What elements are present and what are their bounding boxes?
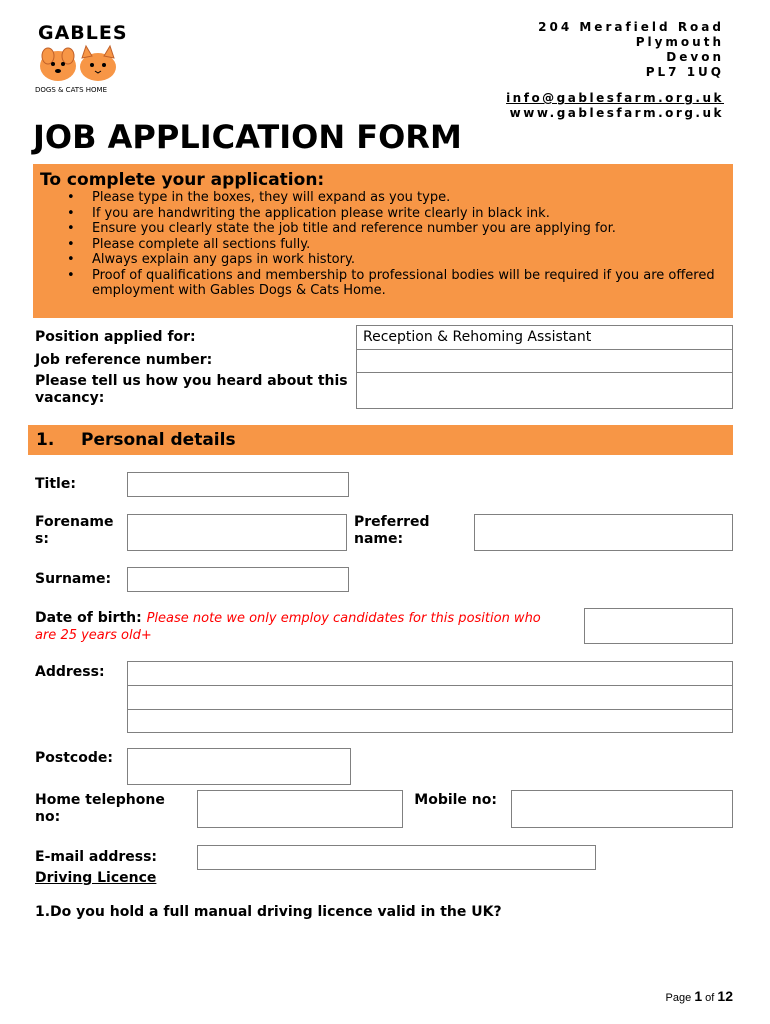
- website-link[interactable]: www.gablesfarm.org.uk: [509, 106, 724, 120]
- address-line-2-input[interactable]: [127, 685, 733, 710]
- surname-label: Surname:: [35, 571, 112, 587]
- dob-label-block: [35, 610, 565, 644]
- driving-licence-question: 1.Do you hold a full manual driving licence valid in the UK?: [35, 904, 502, 920]
- forenames-input[interactable]: [127, 514, 347, 551]
- instruction-item: • Please type in the boxes, they will expand as you type.: [65, 190, 725, 206]
- organization-address: [538, 20, 724, 80]
- instructions-list: [65, 190, 725, 299]
- driving-licence-heading: Driving Licence: [35, 870, 157, 886]
- page-word: Page: [665, 992, 692, 1004]
- form-title: JOB APPLICATION FORM: [33, 118, 462, 156]
- section-header-personal-details: [28, 425, 733, 455]
- instruction-item: • If you are handwriting the application please write clearly in black ink.: [65, 206, 725, 222]
- instruction-item: • Always explain any gaps in work history.: [65, 252, 725, 268]
- instruction-item: • Ensure you clearly state the job title and reference number you are applying for.: [65, 221, 725, 237]
- page-total: 12: [717, 988, 733, 1004]
- title-label: Title:: [35, 476, 76, 492]
- postcode-label: Postcode:: [35, 750, 113, 766]
- vacancy-source-input[interactable]: [356, 372, 733, 409]
- mobile-label: Mobile no:: [414, 792, 497, 808]
- postcode-input[interactable]: [127, 748, 351, 785]
- dob-input[interactable]: [584, 608, 733, 644]
- email-link[interactable]: info@gablesfarm.org.uk: [506, 91, 724, 105]
- home-telephone-label: Home telephone no:: [35, 792, 165, 825]
- logo-subtext: DOGS & CATS HOME: [35, 86, 107, 94]
- vacancy-source-label: Please tell us how you heard about this vacancy:: [35, 373, 348, 406]
- address-line: Devon: [666, 50, 724, 64]
- page-number: 1: [694, 988, 703, 1004]
- position-input[interactable]: Reception & Rehoming Assistant: [356, 325, 733, 350]
- section-title: Personal details: [81, 430, 236, 450]
- job-reference-input[interactable]: [356, 349, 733, 373]
- instructions-box: [33, 164, 733, 318]
- address-line-1-input[interactable]: [127, 661, 733, 686]
- dog-cat-logo-icon: [36, 44, 122, 84]
- instruction-item: • Proof of qualifications and membership to professional bodies will be required if you are offered employment with Gables Dogs & Cats Home.: [65, 268, 725, 299]
- mobile-input[interactable]: [511, 790, 733, 828]
- instruction-item: • Please complete all sections fully.: [65, 237, 725, 253]
- preferred-name-input[interactable]: [474, 514, 733, 551]
- position-label: Position applied for:: [35, 329, 196, 345]
- address-label: Address:: [35, 664, 105, 680]
- address-line: 204 Merafield Road: [538, 20, 724, 34]
- home-telephone-input[interactable]: [197, 790, 403, 828]
- preferred-name-label: Preferred name:: [354, 514, 430, 547]
- job-reference-label: Job reference number:: [35, 352, 213, 368]
- of-word: of: [705, 992, 715, 1004]
- logo-text: GABLES: [38, 22, 128, 44]
- email-address-input[interactable]: [197, 845, 596, 870]
- page-indicator: [666, 988, 733, 1004]
- dob-label: Date of birth:: [35, 610, 142, 626]
- section-number: 1.: [36, 430, 55, 450]
- address-line: Plymouth: [635, 35, 724, 49]
- surname-input[interactable]: [127, 567, 349, 592]
- address-line: PL7 1UQ: [645, 65, 724, 79]
- contact-info: [506, 91, 724, 121]
- title-input[interactable]: [127, 472, 349, 497]
- email-address-label: E-mail address:: [35, 849, 158, 865]
- instructions-heading: To complete your application:: [40, 170, 325, 190]
- address-line-3-input[interactable]: [127, 709, 733, 733]
- dob-note: Please note we only employ candidates for this position who are 25 years old+: [35, 611, 541, 643]
- forenames-label: Forenames:: [35, 514, 114, 547]
